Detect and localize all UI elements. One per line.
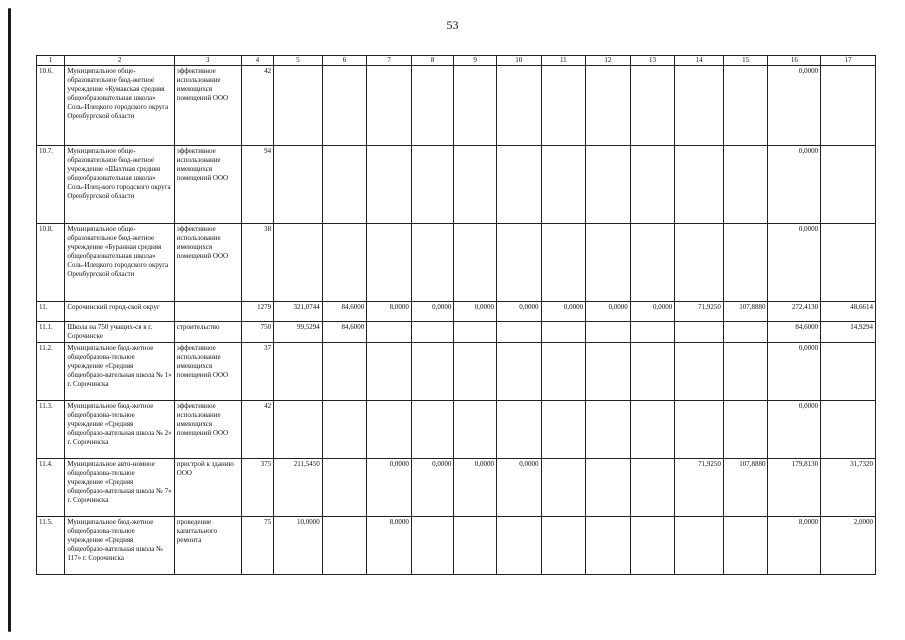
table-row: [37, 343, 876, 401]
cell-col-15: [723, 66, 768, 146]
cell-col-6: [322, 224, 367, 302]
cell-col-16: 0,0000: [768, 401, 821, 459]
table-row: [37, 302, 876, 322]
cell-col-6: 84,6000: [322, 322, 367, 343]
cell-col-3: пристрой к зданию ООО: [174, 459, 241, 517]
cell-col-7: [367, 224, 412, 302]
column-header-13: 13: [630, 56, 675, 66]
cell-col-4: 750: [241, 322, 273, 343]
cell-col-7: 8,0000: [367, 302, 412, 322]
cell-col-9: 0,0000: [454, 459, 497, 517]
cell-col-12: [586, 517, 631, 575]
cell-col-9: [454, 224, 497, 302]
cell-col-7: 8,0000: [367, 517, 412, 575]
cell-col-11: [541, 322, 586, 343]
cell-col-14: 71,9250: [675, 459, 724, 517]
cell-col-14: [675, 224, 724, 302]
cell-col-4: 37: [241, 343, 273, 401]
cell-col-16: 8,0000: [768, 517, 821, 575]
cell-col-12: [586, 66, 631, 146]
cell-col-16: 272,4130: [768, 302, 821, 322]
column-header-15: 15: [723, 56, 768, 66]
column-header-1: 1: [37, 56, 65, 66]
cell-col-14: [675, 517, 724, 575]
cell-col-6: [322, 459, 367, 517]
cell-col-14: [675, 343, 724, 401]
cell-col-5: 321,0744: [274, 302, 323, 322]
cell-col-1: 10.8.: [37, 224, 65, 302]
cell-col-3: эффективное использование имеющихся помещений ООО: [174, 401, 241, 459]
cell-col-11: [541, 343, 586, 401]
cell-col-10: [496, 401, 541, 459]
cell-col-3: эффективное использование имеющихся помещений ООО: [174, 224, 241, 302]
cell-col-4: 38: [241, 224, 273, 302]
cell-col-14: [675, 146, 724, 224]
cell-col-8: [411, 224, 454, 302]
cell-col-8: [411, 322, 454, 343]
cell-col-16: 84,6000: [768, 322, 821, 343]
cell-col-10: 0,0000: [496, 459, 541, 517]
table-row: [37, 224, 876, 302]
cell-col-3: строительство: [174, 322, 241, 343]
cell-col-15: [723, 343, 768, 401]
cell-col-2: Школа на 750 учащих-ся в г. Сорочинске: [65, 322, 174, 343]
cell-col-6: 84,6000: [322, 302, 367, 322]
cell-col-11: [541, 401, 586, 459]
cell-col-8: [411, 146, 454, 224]
cell-col-12: 0,0000: [586, 302, 631, 322]
cell-col-11: [541, 146, 586, 224]
cell-col-15: [723, 146, 768, 224]
table-header: [37, 56, 876, 66]
column-header-12: 12: [586, 56, 631, 66]
cell-col-8: [411, 343, 454, 401]
cell-col-2: Сорочинский город-ской округ: [65, 302, 174, 322]
cell-col-1: 11.1.: [37, 322, 65, 343]
cell-col-7: [367, 146, 412, 224]
cell-col-3: эффективное использование имеющихся помещений ООО: [174, 146, 241, 224]
column-header-5: 5: [274, 56, 323, 66]
binding-edge: [8, 8, 11, 632]
cell-col-5: [274, 343, 323, 401]
cell-col-17: 2,0000: [821, 517, 876, 575]
allocation-table: [36, 55, 876, 575]
cell-col-9: [454, 322, 497, 343]
cell-col-3: [174, 302, 241, 322]
cell-col-15: [723, 401, 768, 459]
cell-col-14: [675, 401, 724, 459]
cell-col-9: [454, 146, 497, 224]
column-header-6: 6: [322, 56, 367, 66]
cell-col-16: 0,0000: [768, 146, 821, 224]
cell-col-2: Муниципальное обще-образовательное бюд-жетное учреждение «Шахтная средняя общеобразовательная школа» Соль-Илец-кого городского округа Оренбургской области: [65, 146, 174, 224]
cell-col-10: [496, 322, 541, 343]
cell-col-16: 0,0000: [768, 66, 821, 146]
table-row: [37, 517, 876, 575]
cell-col-2: Муниципальное авто-номное общеобразова-тельное учреждение «Средняя общеобразо-вательная школа № 7» г. Сорочинска: [65, 459, 174, 517]
cell-col-17: [821, 66, 876, 146]
cell-col-8: [411, 401, 454, 459]
column-header-7: 7: [367, 56, 412, 66]
table-row: [37, 401, 876, 459]
cell-col-10: 0,0000: [496, 302, 541, 322]
cell-col-12: [586, 401, 631, 459]
table-row: [37, 322, 876, 343]
cell-col-3: эффективное использование имеющихся помещений ООО: [174, 66, 241, 146]
cell-col-8: 0,0000: [411, 302, 454, 322]
cell-col-9: [454, 517, 497, 575]
cell-col-17: 14,9294: [821, 322, 876, 343]
cell-col-4: 1279: [241, 302, 273, 322]
cell-col-13: [630, 343, 675, 401]
cell-col-10: [496, 517, 541, 575]
cell-col-17: 48,6614: [821, 302, 876, 322]
cell-col-16: 179,8130: [768, 459, 821, 517]
cell-col-4: 42: [241, 401, 273, 459]
cell-col-11: [541, 459, 586, 517]
cell-col-11: [541, 517, 586, 575]
cell-col-2: Муниципальное обще-образовательное бюд-жетное учреждение «Буранная средняя общеобразовательная школа» Соль-Илецкого городского округа Оренбургской области: [65, 224, 174, 302]
cell-col-10: [496, 343, 541, 401]
cell-col-4: 375: [241, 459, 273, 517]
cell-col-9: 0,0000: [454, 302, 497, 322]
cell-col-5: [274, 66, 323, 146]
cell-col-5: 99,5294: [274, 322, 323, 343]
cell-col-8: [411, 66, 454, 146]
cell-col-1: 11.5.: [37, 517, 65, 575]
column-header-2: 2: [65, 56, 174, 66]
cell-col-4: 75: [241, 517, 273, 575]
cell-col-9: [454, 343, 497, 401]
cell-col-7: [367, 66, 412, 146]
cell-col-17: [821, 224, 876, 302]
cell-col-16: 0,0000: [768, 343, 821, 401]
column-header-3: 3: [174, 56, 241, 66]
cell-col-5: 10,0000: [274, 517, 323, 575]
cell-col-8: 0,0000: [411, 459, 454, 517]
table-row: [37, 459, 876, 517]
cell-col-17: 31,7320: [821, 459, 876, 517]
column-header-17: 17: [821, 56, 876, 66]
cell-col-16: 0,0000: [768, 224, 821, 302]
cell-col-5: [274, 401, 323, 459]
cell-col-17: [821, 401, 876, 459]
cell-col-15: 107,8880: [723, 302, 768, 322]
page-number: 53: [446, 18, 459, 32]
cell-col-14: [675, 322, 724, 343]
cell-col-10: [496, 224, 541, 302]
table-row: [37, 66, 876, 146]
cell-col-14: 71,9250: [675, 302, 724, 322]
cell-col-13: [630, 517, 675, 575]
cell-col-2: Муниципальное бюд-жетное общеобразова-тельное учреждение «Средняя общеобразо-вательная школа № 2» г. Сорочинска: [65, 401, 174, 459]
cell-col-4: 42: [241, 66, 273, 146]
cell-col-17: [821, 343, 876, 401]
cell-col-14: [675, 66, 724, 146]
cell-col-1: 11.: [37, 302, 65, 322]
cell-col-9: [454, 66, 497, 146]
cell-col-9: [454, 401, 497, 459]
cell-col-4: 94: [241, 146, 273, 224]
cell-col-3: эффективное использование имеющихся помещений ООО: [174, 343, 241, 401]
column-header-8: 8: [411, 56, 454, 66]
cell-col-7: [367, 322, 412, 343]
cell-col-11: [541, 66, 586, 146]
cell-col-13: 0,0000: [630, 302, 675, 322]
cell-col-11: [541, 224, 586, 302]
cell-col-7: [367, 343, 412, 401]
cell-col-10: [496, 146, 541, 224]
cell-col-6: [322, 146, 367, 224]
cell-col-6: [322, 517, 367, 575]
cell-col-5: [274, 146, 323, 224]
cell-col-7: 0,0000: [367, 459, 412, 517]
cell-col-11: 0,0000: [541, 302, 586, 322]
cell-col-10: [496, 66, 541, 146]
cell-col-13: [630, 146, 675, 224]
cell-col-12: [586, 322, 631, 343]
cell-col-1: 10.6.: [37, 66, 65, 146]
cell-col-12: [586, 343, 631, 401]
cell-col-1: 11.4.: [37, 459, 65, 517]
cell-col-2: Муниципальное обще-образовательное бюд-жетное учреждение «Кумакская средняя общеобразовательная школа» Соль-Илецкого городского округа Оренбургской области: [65, 66, 174, 146]
cell-col-15: 107,8880: [723, 459, 768, 517]
table-body: [37, 66, 876, 575]
cell-col-5: 211,5450: [274, 459, 323, 517]
cell-col-17: [821, 146, 876, 224]
cell-col-1: 11.3.: [37, 401, 65, 459]
cell-col-8: [411, 517, 454, 575]
table-row: [37, 146, 876, 224]
cell-col-13: [630, 224, 675, 302]
cell-col-2: Муниципальное бюд-жетное общеобразова-тельное учреждение «Средняя общеобразо-вательная школа № 117» г. Сорочинска: [65, 517, 174, 575]
cell-col-5: [274, 224, 323, 302]
cell-col-7: [367, 401, 412, 459]
cell-col-1: 10.7.: [37, 146, 65, 224]
cell-col-6: [322, 343, 367, 401]
column-header-14: 14: [675, 56, 724, 66]
cell-col-13: [630, 322, 675, 343]
cell-col-6: [322, 401, 367, 459]
cell-col-15: [723, 224, 768, 302]
cell-col-13: [630, 66, 675, 146]
cell-col-15: [723, 517, 768, 575]
column-header-11: 11: [541, 56, 586, 66]
cell-col-2: Муниципальное бюд-жетное общеобразова-тельное учреждение «Средняя общеобразо-вательная школа № 1» г. Сорочинска: [65, 343, 174, 401]
column-header-4: 4: [241, 56, 273, 66]
cell-col-13: [630, 459, 675, 517]
cell-col-13: [630, 401, 675, 459]
column-header-9: 9: [454, 56, 497, 66]
cell-col-3: проведение капитального ремонта: [174, 517, 241, 575]
column-header-10: 10: [496, 56, 541, 66]
column-header-16: 16: [768, 56, 821, 66]
cell-col-15: [723, 322, 768, 343]
cell-col-6: [322, 66, 367, 146]
cell-col-1: 11.2.: [37, 343, 65, 401]
cell-col-12: [586, 459, 631, 517]
cell-col-12: [586, 224, 631, 302]
cell-col-12: [586, 146, 631, 224]
